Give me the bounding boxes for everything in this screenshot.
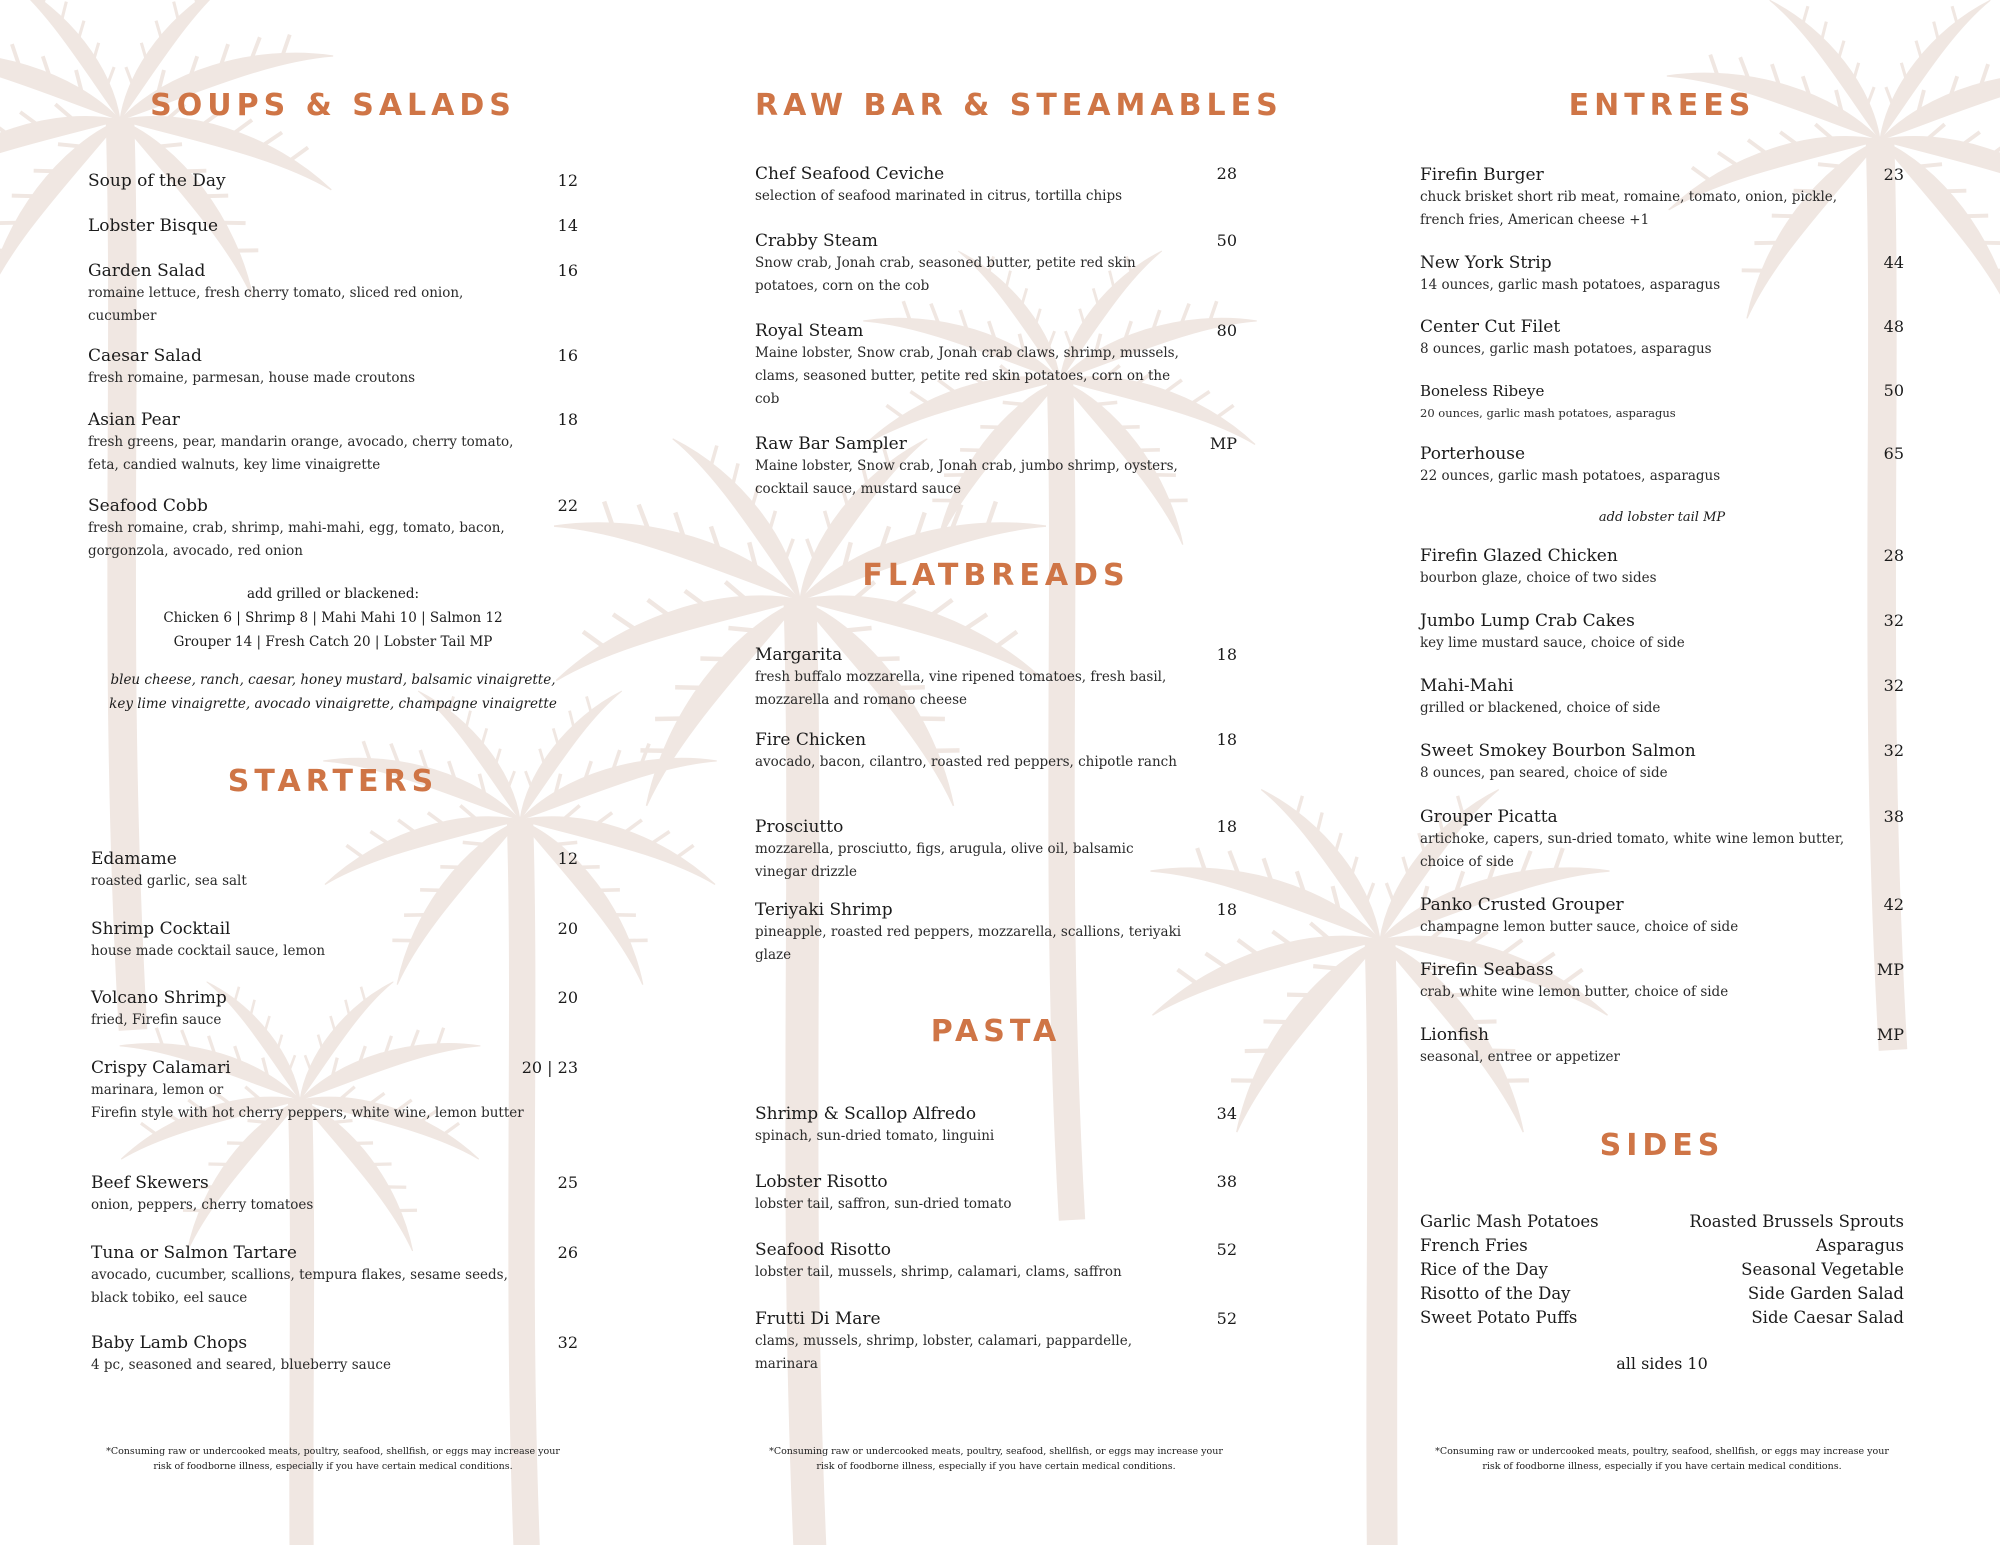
side-item: Seasonal Vegetable [1741, 1260, 1904, 1279]
menu-item-price: 50 [1216, 231, 1237, 250]
menu-item-name: Edamame [91, 849, 177, 869]
menu-item-price: 28 [1883, 546, 1904, 565]
menu-item-price: 48 [1883, 317, 1904, 336]
menu-item-price: 26 [557, 1243, 578, 1262]
sides-grid [1420, 1210, 1904, 1330]
menu-item-description: fried, Firefin sauce [91, 1012, 222, 1028]
menu-item [755, 1103, 1237, 1148]
menu-item [91, 918, 578, 963]
menu-item-price: 23 [1883, 165, 1904, 184]
menu-item-price: 32 [1883, 676, 1904, 695]
menu-item [755, 1239, 1237, 1284]
menu-item-description: spinach, sun-dried tomato, linguini [755, 1128, 995, 1144]
menu-item [88, 215, 578, 237]
side-item: French Fries [1420, 1236, 1528, 1255]
side-item: Risotto of the Day [1420, 1284, 1571, 1303]
menu-item-description: 22 ounces, garlic mash potatoes, asparagus [1420, 468, 1721, 484]
menu-item [755, 644, 1237, 712]
sides-row [1420, 1306, 1904, 1330]
menu-item-price: 42 [1883, 895, 1904, 914]
menu-item [1420, 164, 1904, 232]
menu-item [88, 170, 578, 192]
menu-item [755, 320, 1237, 411]
section-title-starters: STARTERS [227, 764, 439, 799]
menu-item-price: 38 [1883, 807, 1904, 826]
menu-item-description: fresh romaine, crab, shrimp, mahi-mahi, egg, tomato, bacon, gorgonzola, avocado, red onion [88, 520, 505, 559]
menu-item [1420, 1024, 1904, 1069]
menu-item [755, 163, 1237, 208]
menu-item-name: Teriyaki Shrimp [755, 900, 893, 920]
menu-item-description: pineapple, roasted red peppers, mozzarella, scallions, teriyaki glaze [755, 924, 1182, 963]
sides-row [1420, 1210, 1904, 1234]
menu-item-name: Seafood Risotto [755, 1240, 891, 1260]
side-item: Rice of the Day [1420, 1260, 1548, 1279]
side-item: Asparagus [1815, 1236, 1904, 1255]
menu-item-price: 38 [1216, 1172, 1237, 1191]
menu-item-description: chuck brisket short rib meat, romaine, tomato, onion, pickle, french fries, American cheese +1 [1420, 189, 1838, 228]
menu-item-description: onion, peppers, cherry tomatoes [91, 1197, 314, 1213]
menu-item-description: marinara, lemon or [91, 1082, 224, 1098]
menu-item-name: Sweet Smokey Bourbon Salmon [1420, 741, 1696, 761]
menu-item-description: avocado, cucumber, scallions, tempura flakes, sesame seeds, black tobiko, eel sauce [91, 1267, 508, 1306]
menu-item [91, 1242, 578, 1310]
menu-item-name: Panko Crusted Grouper [1420, 895, 1624, 915]
menu-item-price: 32 [1883, 611, 1904, 630]
menu-item-name: Frutti Di Mare [755, 1309, 881, 1329]
menu-item-description: selection of seafood marinated in citrus, tortilla chips [755, 188, 1123, 204]
addon-title: add grilled or blackened: [246, 586, 420, 602]
sides-row [1420, 1234, 1904, 1258]
menu-item-description: fresh romaine, parmesan, house made croutons [88, 370, 416, 386]
menu-item-price: 80 [1216, 321, 1237, 340]
menu-item-price: 20 [557, 919, 578, 938]
menu-item-price: 12 [557, 849, 578, 868]
menu-item-price: 25 [557, 1173, 578, 1192]
menu-item-description: house made cocktail sauce, lemon [91, 943, 326, 959]
disclaimer-center: *Consuming raw or undercooked meats, poultry, seafood, shellfish, or eggs may increase your risk of foodborne illness, especially if you have certain medical conditions. [769, 1446, 1223, 1472]
side-item: Side Caesar Salad [1751, 1308, 1904, 1327]
menu-item-description: lobster tail, saffron, sun-dried tomato [755, 1196, 1012, 1212]
menu-item-price: MP [1209, 434, 1237, 453]
menu-item-price: 12 [557, 171, 578, 190]
menu-item-description: 8 ounces, garlic mash potatoes, asparagus [1420, 341, 1712, 357]
menu-item-name: Prosciutto [755, 817, 844, 837]
menu-item-name: Raw Bar Sampler [755, 434, 907, 454]
menu-item-name: Margarita [755, 645, 843, 665]
menu-item-description: avocado, bacon, cilantro, roasted red peppers, chipotle ranch [755, 754, 1177, 770]
menu-item [755, 230, 1237, 298]
side-item: Roasted Brussels Sprouts [1689, 1212, 1904, 1231]
menu-item-name: Baby Lamb Chops [91, 1333, 248, 1353]
disclaimer-left: *Consuming raw or undercooked meats, poultry, seafood, shellfish, or eggs may increase your risk of foodborne illness, especially if you have certain medical conditions. [106, 1446, 560, 1472]
menu-item-description: roasted garlic, sea salt [91, 873, 247, 889]
side-item: Garlic Mash Potatoes [1420, 1212, 1599, 1231]
menu-item-name: Crabby Steam [755, 231, 878, 251]
menu-item-description: artichoke, capers, sun-dried tomato, white wine lemon butter, choice of side [1420, 831, 1845, 870]
menu-item-price: 34 [1216, 1104, 1237, 1123]
menu-item-name: Firefin Seabass [1420, 960, 1554, 980]
menu-item-name: Seafood Cobb [88, 496, 208, 516]
disclaimer-right: *Consuming raw or undercooked meats, poultry, seafood, shellfish, or eggs may increase your risk of foodborne illness, especially if you have certain medical conditions. [1435, 1446, 1889, 1472]
menu-item-description: 14 ounces, garlic mash potatoes, asparagus [1420, 277, 1721, 293]
side-item: Sweet Potato Puffs [1420, 1308, 1578, 1327]
menu-item-description: seasonal, entree or appetizer [1420, 1049, 1620, 1065]
menu-item-price: 18 [1216, 645, 1237, 664]
menu-item-price: 18 [1216, 730, 1237, 749]
section-title-soups-salads: SOUPS & SALADS [150, 88, 516, 123]
menu-item-name: Chef Seafood Ceviche [755, 164, 945, 184]
section-title-pasta: PASTA [930, 1014, 1062, 1049]
menu-item-description: 8 ounces, pan seared, choice of side [1420, 765, 1668, 781]
menu-item-price: 16 [557, 261, 578, 280]
menu-item-price: 16 [557, 346, 578, 365]
menu-item-description: crab, white wine lemon butter, choice of side [1420, 984, 1729, 1000]
menu-item-name: Crispy Calamari [91, 1058, 231, 1078]
menu-item-price: MP [1876, 960, 1904, 979]
menu-item-price: 52 [1216, 1309, 1237, 1328]
menu-item [755, 1308, 1237, 1376]
menu-item [91, 987, 578, 1032]
menu-item [1420, 675, 1904, 720]
menu-item-description: Maine lobster, Snow crab, Jonah crab, jumbo shrimp, oysters, cocktail sauce, mustard sauce [755, 458, 1178, 497]
menu-item-description: lobster tail, mussels, shrimp, calamari, clams, saffron [755, 1264, 1122, 1280]
menu-item-price: 44 [1883, 253, 1904, 272]
menu-item-description: fresh buffalo mozzarella, vine ripened tomatoes, fresh basil, mozzarella and romano cheese [755, 669, 1167, 708]
menu-item-name: Lobster Risotto [755, 1172, 888, 1192]
menu-item-name: Firefin Burger [1420, 165, 1544, 185]
menu-item-name: Garden Salad [88, 261, 206, 281]
menu-item-price: 28 [1216, 164, 1237, 183]
menu-item [755, 433, 1237, 501]
menu-item [1420, 443, 1904, 488]
menu-item-price: 50 [1883, 381, 1904, 400]
menu-item [88, 495, 578, 563]
sides-row [1420, 1282, 1904, 1306]
menu-item-price: MP [1876, 1025, 1904, 1044]
addon-line-1: Chicken 6 | Shrimp 8 | Mahi Mahi 10 | Salmon 12 [163, 610, 503, 626]
menu-item-name: Volcano Shrimp [91, 988, 227, 1008]
menu-item [1420, 740, 1904, 785]
menu-item-name: Shrimp Cocktail [91, 919, 231, 939]
menu-item-name: Porterhouse [1420, 444, 1526, 464]
menu-item [1420, 806, 1904, 874]
menu-item-name: Beef Skewers [91, 1173, 209, 1193]
menu-item-description: mozzarella, prosciutto, figs, arugula, olive oil, balsamic vinegar drizzle [755, 841, 1134, 880]
menu-item-price: 18 [1216, 817, 1237, 836]
menu-item [1420, 545, 1904, 590]
menu-item-name: Asian Pear [88, 410, 180, 430]
menu-item-name: Soup of the Day [88, 171, 226, 191]
menu-item [755, 899, 1237, 967]
menu-item-name: Center Cut Filet [1420, 317, 1561, 337]
section-title-entrees: ENTREES [1568, 88, 1756, 123]
dressings-line-1: bleu cheese, ranch, caesar, honey mustard, balsamic vinaigrette, [110, 672, 556, 688]
menu-item [91, 1332, 578, 1377]
menu-item-name: Boneless Ribeye [1420, 382, 1545, 400]
menu-item [755, 729, 1237, 774]
menu-item-description: clams, mussels, shrimp, lobster, calamari, pappardelle, marinara [755, 1333, 1133, 1372]
menu-item-name: Firefin Glazed Chicken [1420, 546, 1618, 566]
menu-item-name: Grouper Picatta [1420, 807, 1558, 827]
menu-item [1420, 316, 1904, 361]
menu-item-price: 22 [557, 496, 578, 515]
menu-item-name: Shrimp & Scallop Alfredo [755, 1104, 977, 1124]
menu-item [91, 848, 578, 893]
menu-item [1420, 959, 1904, 1004]
menu-item-price: 32 [557, 1333, 578, 1352]
menu-item-price: 32 [1883, 741, 1904, 760]
menu-item-description: 4 pc, seasoned and seared, blueberry sauce [91, 1357, 391, 1373]
section-title-raw-bar: RAW BAR & STEAMABLES [755, 88, 1283, 123]
menu-item-description: 20 ounces, garlic mash potatoes, asparagus [1420, 406, 1676, 420]
menu-item-description: key lime mustard sauce, choice of side [1420, 635, 1685, 651]
section-title-sides: SIDES [1599, 1128, 1725, 1163]
menu-item [1420, 380, 1904, 425]
menu-item [1420, 252, 1904, 297]
menu-item-price: 20 [557, 988, 578, 1007]
menu-item-name: Lobster Bisque [88, 216, 219, 236]
sides-price-note: all sides 10 [1616, 1354, 1708, 1373]
menu-item-price: 18 [557, 410, 578, 429]
menu-item [91, 1172, 578, 1217]
menu-item-name: Jumbo Lump Crab Cakes [1420, 611, 1635, 631]
menu-item-name: Royal Steam [755, 321, 864, 341]
menu-item-description: Maine lobster, Snow crab, Jonah crab claws, shrimp, mussels, clams, seasoned butter, petite red skin potatoes, corn on the cob [755, 345, 1179, 407]
section-title-flatbreads: FLATBREADS [862, 558, 1130, 593]
side-item: Side Garden Salad [1747, 1284, 1904, 1303]
lobster-tail-note: add lobster tail MP [1598, 510, 1726, 525]
menu-item-name: Fire Chicken [755, 730, 867, 750]
menu-item-name: Caesar Salad [88, 346, 202, 366]
menu-item-description: grilled or blackened, choice of side [1420, 700, 1661, 716]
menu-item [1420, 894, 1904, 939]
menu-item-price: 14 [557, 216, 578, 235]
menu-item-description-alt: Firefin style with hot cherry peppers, white wine, lemon butter [91, 1105, 524, 1121]
menu-item-name: Tuna or Salmon Tartare [91, 1243, 297, 1263]
menu-item [755, 816, 1237, 884]
sides-row [1420, 1258, 1904, 1282]
menu-item-name: New York Strip [1420, 253, 1552, 273]
menu-item-price: 52 [1216, 1240, 1237, 1259]
menu-item [88, 345, 578, 390]
menu-item-price: 18 [1216, 900, 1237, 919]
menu-item-price: 65 [1883, 444, 1904, 463]
menu-item [91, 1057, 578, 1125]
menu-item-name: Mahi-Mahi [1420, 676, 1514, 696]
addon-line-2: Grouper 14 | Fresh Catch 20 | Lobster Tail MP [173, 634, 493, 650]
menu-item [755, 1171, 1237, 1216]
menu-item [88, 260, 578, 328]
menu-item-name: Lionfish [1420, 1025, 1489, 1045]
menu-item-description: bourbon glaze, choice of two sides [1420, 570, 1657, 586]
menu-item-description: champagne lemon butter sauce, choice of side [1420, 919, 1739, 935]
menu-item-price: 20 | 23 [521, 1058, 578, 1077]
menu-item-description: fresh greens, pear, mandarin orange, avocado, cherry tomato, feta, candied walnuts, key lime vinaigrette [88, 434, 514, 473]
dressings-line-2: key lime vinaigrette, avocado vinaigrette, champagne vinaigrette [109, 696, 557, 712]
menu-item-description: Snow crab, Jonah crab, seasoned butter, petite red skin potatoes, corn on the cob [755, 255, 1136, 294]
menu-item-description: romaine lettuce, fresh cherry tomato, sliced red onion, cucumber [88, 285, 464, 324]
menu-item [1420, 610, 1904, 655]
menu-item [88, 409, 578, 477]
